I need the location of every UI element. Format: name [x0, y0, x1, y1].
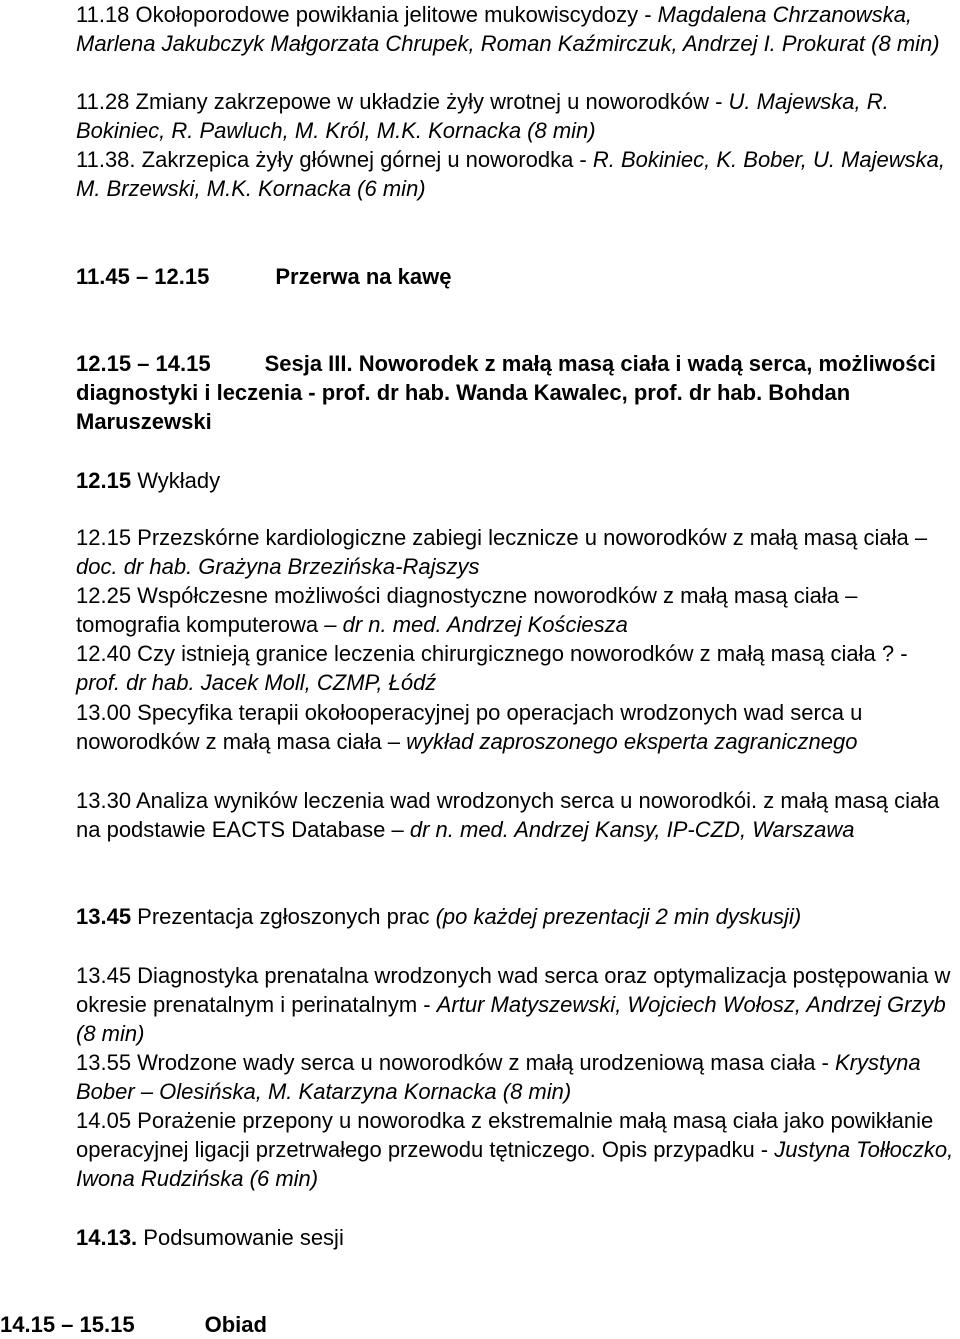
- summary-time: 14.13.: [76, 1225, 138, 1250]
- paper-title: 13.45 Diagnostyka prenatalna wrodzonych wad serca oraz optymalizacja postępowania w okresie prenatalnym i perinatalnym -: [76, 963, 951, 1017]
- item-title: 11.28 Zmiany zakrzepowe w układzie żyły wrotnej u noworodków -: [76, 89, 729, 114]
- lecture-title: 13.30 Analiza wyników leczenia wad wrodzonych serca u noworodkói. z małą masą ciała na podstawie EACTS Database –: [76, 788, 940, 842]
- paper-title: 14.05 Porażenie przepony u noworodka z ekstremalnie małą masą ciała jako powikłanie operacyjnej ligacji przetrwałego przewodu tętniczego. Opis przypadku -: [76, 1108, 934, 1162]
- presentations-time: 13.45: [76, 904, 132, 929]
- lecture-author: dr n. med. Andrzej Kościesza: [342, 612, 628, 637]
- lunch-time: 14.15 – 15.15: [0, 1312, 135, 1337]
- paper-1345: [76, 961, 956, 1048]
- lecture-1300: [76, 698, 956, 756]
- agenda-item-1118: [76, 0, 956, 58]
- paper-authors: Artur Matyszewski, Wojciech Wołosz, Andrzej Grzyb (8 min): [76, 992, 946, 1046]
- agenda-item-1128: [76, 87, 956, 145]
- presentations-heading: [76, 902, 956, 931]
- lectures-heading: [76, 466, 956, 495]
- item-authors: U. Majewska, R. Bokiniec, R. Pawluch, M. Król, M.K. Kornacka (8 min): [76, 89, 889, 143]
- summary-label: Podsumowanie sesji: [137, 1225, 344, 1250]
- item-authors: Magdalena Chrzanowska, Marlena Jakubczyk Małgorzata Chrupek, Roman Kaźmirczuk, Andrzej I. Prokurat (8 min): [76, 2, 940, 56]
- break-coffee: [76, 262, 956, 291]
- paper-title: 13.55 Wrodzone wady serca u noworodków z małą urodzeniową masa ciała -: [76, 1050, 835, 1075]
- paper-1405: [76, 1106, 956, 1193]
- lecture-title: 12.15 Przezskórne kardiologiczne zabiegi lecznicze u noworodków z małą masą ciała –: [76, 525, 928, 550]
- lecture-title: 12.25 Współczesne możliwości diagnostyczne noworodków z małą masą ciała – tomografia komputerowa –: [76, 583, 858, 637]
- lecture-author: wykład zaproszonego eksperta zagranicznego: [406, 729, 858, 754]
- lecture-title: 13.00 Specyfika terapii okołooperacyjnej po operacjach wrodzonych wad serca u noworodków z małą masa ciała –: [76, 700, 863, 754]
- lunch-label: Obiad: [204, 1312, 267, 1337]
- paper-authors: Krystyna Bober – Olesińska, M. Katarzyna Kornacka (8 min): [76, 1050, 921, 1104]
- lecture-1330: [76, 786, 956, 844]
- break-label: Przerwa na kawę: [275, 264, 452, 289]
- lectures-label: Wykłady: [137, 468, 221, 493]
- lecture-author: prof. dr hab. Jacek Moll, CZMP, Łódź: [76, 670, 437, 695]
- lecture-1215: [76, 523, 956, 581]
- lectures-time: 12.15: [76, 468, 132, 493]
- lecture-title: 12.40 Czy istnieją granice leczenia chirurgicznego noworodków z małą masą ciała ? -: [76, 641, 908, 666]
- lecture-1225: [76, 581, 956, 639]
- lecture-1240: [76, 639, 956, 697]
- lecture-author: dr n. med. Andrzej Kansy, IP-CZD, Warszawa: [409, 817, 855, 842]
- session-heading: [76, 349, 956, 436]
- paper-authors: Justyna Tołłoczko, Iwona Rudzińska (6 min): [76, 1137, 954, 1191]
- presentations-note: (po każdej prezentacji 2 min dyskusji): [435, 904, 802, 929]
- paper-1355: [76, 1048, 956, 1106]
- presentations-label: Prezentacja zgłoszonych prac: [131, 904, 436, 929]
- item-title: 11.38. Zakrzepica żyły głównej górnej u noworodka -: [76, 147, 593, 172]
- break-lunch: [0, 1310, 880, 1339]
- session-time: 12.15 – 14.15: [76, 351, 211, 376]
- session-title: Sesja III. Noworodek z małą masą ciała i wadą serca, możliwości diagnostyki i leczenia - prof. dr hab. Wanda Kawalec, prof. dr hab. Bohdan Maruszewski: [76, 351, 936, 434]
- agenda-item-1138: [76, 145, 956, 203]
- item-authors: R. Bokiniec, K. Bober, U. Majewska, M. Brzewski, M.K. Kornacka (6 min): [76, 147, 946, 201]
- session-summary: [76, 1223, 956, 1252]
- lecture-author: doc. dr hab. Grażyna Brzezińska-Rajszys: [76, 554, 480, 579]
- item-title: 11.18 Okołoporodowe powikłania jelitowe mukowiscydozy -: [76, 2, 658, 27]
- break-time: 11.45 – 12.15: [76, 264, 210, 289]
